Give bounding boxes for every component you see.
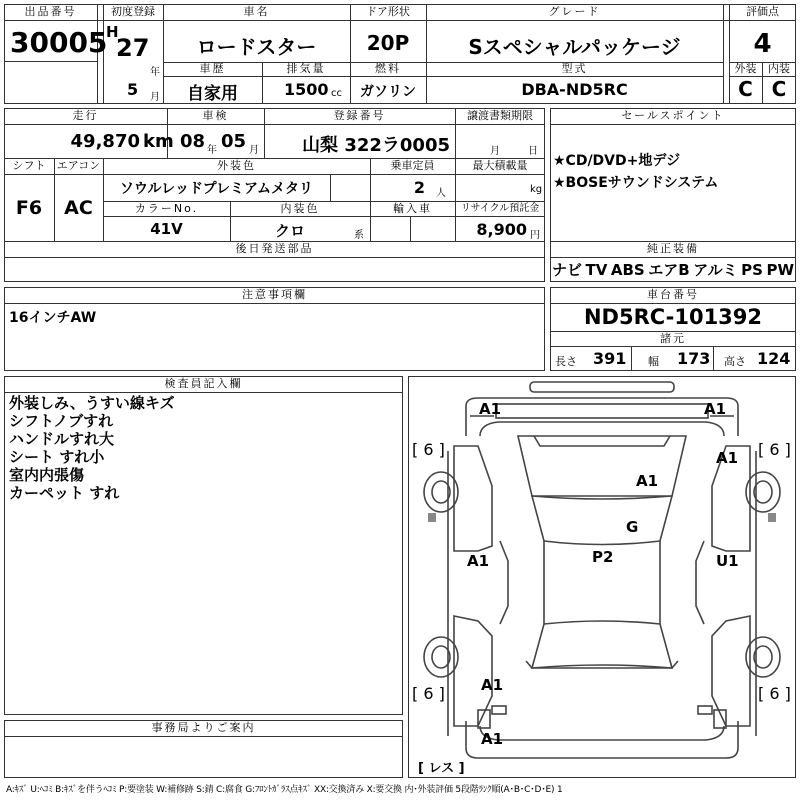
damage-left-side: A1 (467, 552, 490, 570)
displacement: 1500 (284, 80, 329, 99)
capacity: 2 (413, 178, 425, 197)
later-shipping-parts-label: 後日発送部品 (235, 242, 314, 255)
recycle-fee-unit: 円 (530, 230, 540, 241)
width: 173 (677, 349, 711, 368)
height: 124 (757, 349, 791, 368)
equipment-item: エアB (648, 261, 690, 279)
displacement-label: 排気量 (286, 62, 326, 75)
length: 391 (593, 349, 627, 368)
inspector-note: シート すれ小 (9, 448, 105, 466)
door-type: 20P (366, 31, 410, 55)
transfer-deadline-label: 譲渡書類期限 (467, 109, 533, 122)
damage-roof: P2 (592, 548, 614, 566)
grade: Sスペシャルパッケージ (468, 35, 681, 59)
damage-front-right-bumper: A1 (704, 400, 727, 418)
mileage: 49,870 (70, 131, 140, 152)
office-notice-label: 事務局よりご案内 (151, 721, 256, 734)
inspection-year-unit: 年 (207, 145, 217, 156)
interior-color-label: 内装色 (280, 202, 320, 215)
score-label: 評価点 (746, 5, 779, 18)
lot-number: 30005 (10, 26, 108, 59)
recycle-fee: 8,900 (476, 220, 527, 239)
spare-tire-status: [ レス ] (418, 761, 465, 776)
chassis-number-label: 車台番号 (647, 288, 699, 301)
registration-year: 27 (116, 34, 150, 62)
exterior-label: 外装 (734, 62, 757, 75)
equipment-item: PW (766, 261, 794, 279)
recycle-fee-label: リサイクル預託金 (460, 203, 540, 214)
equipment-item: ABS (610, 261, 645, 279)
car-name: ロードスター (196, 35, 317, 59)
sales-points-label: セールスポイント (621, 109, 725, 122)
model-code-label: 型式 (561, 62, 588, 75)
history-label: 車歴 (199, 62, 226, 75)
model-code: DBA-ND5RC (521, 80, 628, 99)
interior-label: 内装 (768, 62, 790, 75)
equipment-item: ナビ (552, 261, 583, 279)
car-outline (448, 382, 756, 758)
interior-grade: C (771, 77, 787, 101)
max-load-label: 最大積載量 (472, 159, 528, 172)
capacity-label: 乗車定員 (390, 159, 435, 172)
damage-front-left-bumper: A1 (479, 400, 502, 418)
color-number-label: カラーNo. (134, 202, 199, 215)
month-unit: 月 (150, 92, 160, 103)
transfer-month: 月 (490, 146, 500, 157)
lot-number-label: 出品番号 (24, 5, 77, 18)
era: H (106, 23, 119, 41)
notes-label: 注意事項欄 (242, 288, 307, 301)
inspector-note: ハンドルすれ大 (9, 430, 115, 448)
damage-front-right-fender: A1 (716, 449, 739, 467)
tire-tread-front-right: [ 6 ] (758, 440, 791, 459)
inspector-note: 外装しみ、うすい線キズ (9, 394, 175, 412)
length-label: 長さ (555, 355, 577, 368)
damage-windshield: G (626, 518, 639, 536)
fuel-label: 燃料 (375, 62, 401, 75)
inspection-year: 08 (180, 131, 206, 152)
inspection-month: 05 (221, 131, 247, 152)
shift-label: シフト (12, 159, 46, 172)
aircon: AC (64, 197, 93, 219)
car-name-label: 車名 (243, 5, 270, 18)
car-body-diagram (408, 376, 796, 778)
damage-right-side: U1 (716, 552, 739, 570)
registration-number-label: 登録番号 (333, 109, 386, 122)
overall-score: 4 (753, 29, 772, 59)
inspector-note: 室内内張傷 (9, 466, 85, 484)
exterior-color-label: 外装色 (217, 159, 256, 172)
equipment-item: TV (585, 261, 608, 279)
fuel: ガソリン (360, 84, 416, 100)
damage-legend: A:ｷｽﾞ U:ﾍｺﾐ B:ｷｽﾞを伴うﾍｺﾐ P:要塗装 W:補修跡 S:錆 C:腐食 G:ﾌﾛﾝﾄｶﾞﾗｽ点ｷｽﾞ XX:交換済み X:要交換 内･外装評価 5段階ﾗﾝｸ順(A･B･C･D･E) 1 (6, 785, 563, 795)
wheels (424, 472, 780, 677)
shift: F6 (15, 197, 43, 219)
chassis-number: ND5RC-101392 (583, 305, 763, 329)
mirrors (428, 513, 776, 522)
equipment-list (552, 260, 794, 280)
first-registration-label: 初度登録 (111, 5, 155, 18)
grade-label: グレード (548, 5, 601, 18)
interior-color-unit: 系 (354, 230, 364, 241)
damage-hood: A1 (636, 472, 659, 490)
capacity-unit: 人 (436, 188, 446, 199)
damage-rear-bumper: A1 (481, 730, 504, 748)
sales-point: ★CD/DVD+地デジ (553, 153, 681, 169)
inspector-notes-label: 検査員記入欄 (164, 377, 243, 390)
mileage-unit: km (143, 131, 174, 152)
inspector-note: シフトノブすれ (9, 412, 114, 430)
displacement-unit: cc (331, 88, 342, 99)
car-history: 自家用 (187, 84, 238, 104)
tire-tread-rear-right: [ 6 ] (758, 684, 791, 703)
mileage-label: 走行 (72, 109, 99, 122)
import-label: 輸入車 (393, 202, 432, 215)
aircon-label: エアコン (56, 159, 101, 172)
equipment-item: PS (741, 261, 763, 279)
transfer-day: 日 (528, 146, 538, 157)
height-label: 高さ (724, 355, 746, 368)
inspection-label: 車検 (202, 109, 229, 122)
width-label: 幅 (648, 355, 659, 368)
tire-tread-rear-left: [ 6 ] (412, 684, 445, 703)
notes-text: 16インチAW (9, 310, 97, 326)
inspector-note: カーペット すれ (9, 484, 120, 502)
interior-color: クロ (274, 222, 305, 240)
year-unit: 年 (150, 67, 160, 78)
tire-tread-front-left: [ 6 ] (412, 440, 445, 459)
sales-point: ★BOSEサウンドシステム (553, 175, 719, 191)
damage-rear-left: A1 (481, 676, 504, 694)
exterior-grade: C (738, 77, 753, 101)
door-type-label: ドア形状 (366, 5, 410, 18)
inspection-month-unit: 月 (249, 145, 259, 156)
exterior-color: ソウルレッドプレミアムメタリ (119, 181, 314, 197)
max-load-unit: kg (530, 184, 543, 195)
factory-equipment-label: 純正装備 (647, 242, 699, 255)
color-number: 41V (150, 220, 183, 238)
specs-label: 諸元 (660, 332, 686, 345)
registration-month: 5 (127, 80, 139, 99)
registration-number: 山梨 322ラ0005 (302, 135, 450, 156)
equipment-item: アルミ (693, 261, 738, 279)
